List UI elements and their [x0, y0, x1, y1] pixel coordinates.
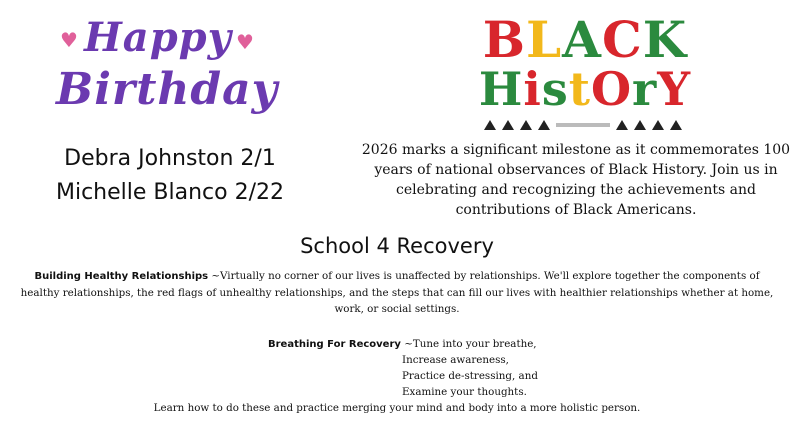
breathing-closing: Learn how to do these and practice merging your mind and body into a more holistic person. [153, 402, 641, 414]
black-history-description: 2026 marks a significant milestone as it commemorates 100 years of national observances of Black History. Join us in celebrating and recognizing the achievements and contributions of Black Americans. [361, 142, 791, 218]
black-letter: L [526, 10, 563, 69]
happy-birthday-graphic [40, 10, 300, 130]
black-letter: A [562, 10, 602, 69]
black-letter: C [601, 10, 643, 69]
breathing-intro: ~Tune into your breathe, [400, 338, 537, 350]
kente-pattern-icon [480, 118, 686, 132]
black-letter: B [482, 10, 527, 69]
school-4-recovery-title: School 4 Recovery [300, 234, 494, 258]
breathing-first-line [268, 336, 537, 353]
breathing-step: Practice de-stressing, and [402, 370, 538, 382]
birthday-word: Birthday [56, 64, 279, 115]
birthday-entry: Michelle Blanco 2/22 [55, 180, 284, 205]
breathing-step: Increase awareness, [402, 354, 509, 366]
black-history-graphic [470, 8, 700, 132]
relationships-heading: Building Healthy Relationships [34, 271, 209, 282]
birthday-entry: Debra Johnston 2/1 [64, 146, 276, 171]
history-letter: i [523, 62, 542, 116]
history-letter: H [478, 62, 524, 116]
relationships-body: ~Virtually no corner of our lives is unaffected by relationships. We'll explore together the components of healthy relationships, the red flags of unhealthy relationships, and the steps that can fill our lives with healthier relationships whether at home, work, or social settings. [20, 270, 774, 315]
black-letter: K [642, 10, 688, 69]
heart-icon: ♥ [236, 30, 254, 54]
history-letter: s [541, 62, 569, 116]
relationships-paragraph [14, 268, 780, 317]
black-word [470, 10, 700, 69]
history-letter: Y [657, 62, 692, 116]
heart-icon: ♥ [60, 28, 78, 52]
breathing-step: Examine your thoughts. [402, 386, 527, 398]
history-word [470, 62, 700, 116]
history-letter: r [632, 62, 658, 116]
history-letter: t [568, 62, 591, 116]
breathing-heading: Breathing For Recovery [268, 339, 401, 350]
history-letter: O [590, 62, 633, 116]
happy-word: Happy [84, 14, 232, 61]
